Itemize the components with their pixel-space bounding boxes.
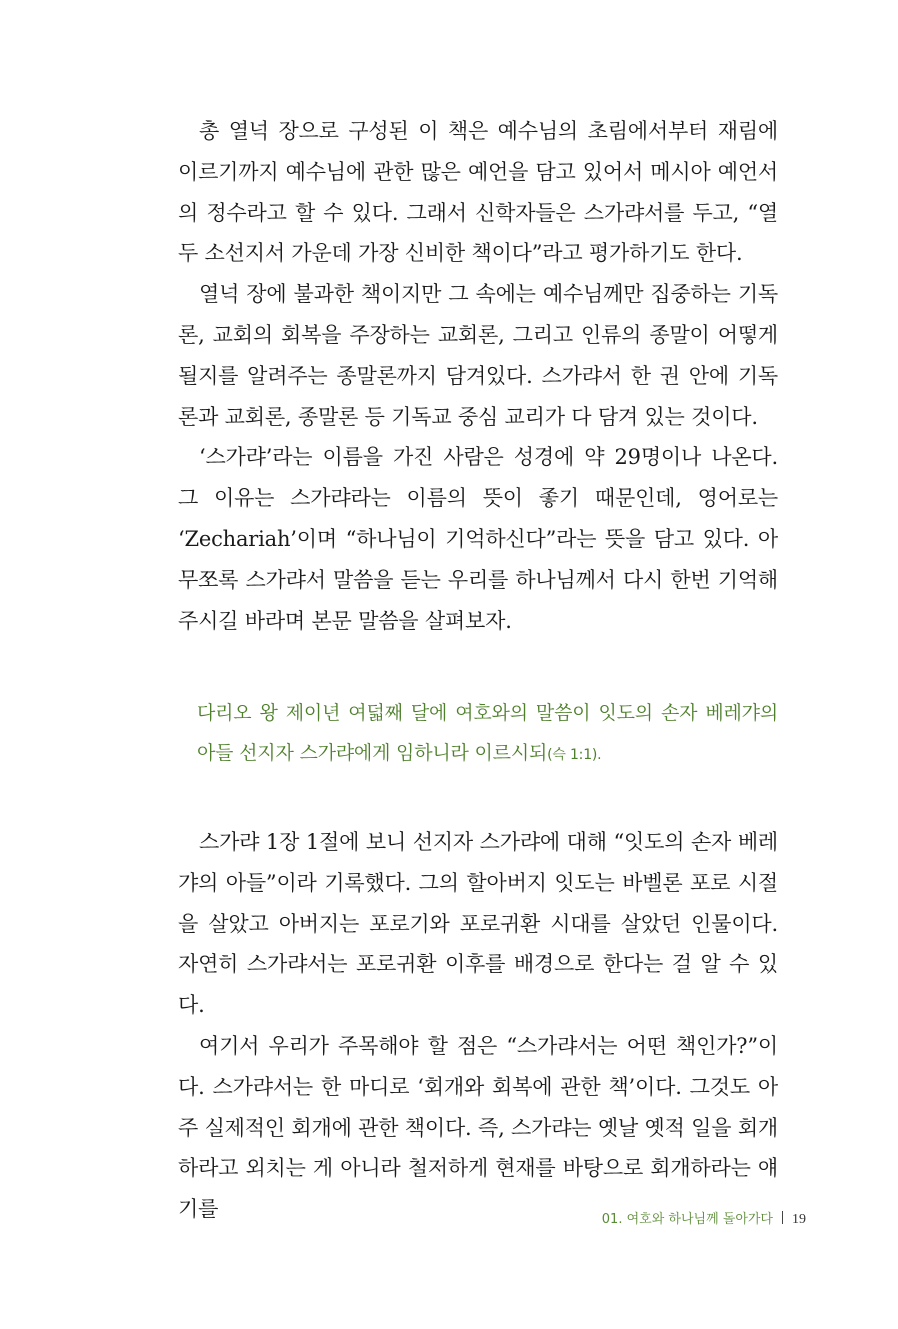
paragraph: ‘스가랴’라는 이름을 가진 사람은 성경에 약 29명이나 나온다. 그 이유는 스가랴라는 이름의 뜻이 좋기 때문인데, 영어로는 ‘Zechariah’이며 “하나님이 기억하신다”라는 뜻을 담고 있다. 아무쪼록 스가랴서 말씀을 듣는 우리를 하나님께서 다시 한번 기억해 주시길 바라며 본문 말씀을 살펴보자.: [178, 445, 778, 633]
paragraph: 총 열넉 장으로 구성된 이 책은 예수님의 초림에서부터 재림에 이르기까지 예수님에 관한 많은 예언을 담고 있어서 메시아 예언서의 정수라고 할 수 있다. 그래서 신학자들은 스가랴서를 두고, “열두 소선지서 가운데 가장 신비한 책이다”라고 평가하기도 한다.: [178, 119, 778, 266]
page-footer: [602, 1209, 806, 1230]
scripture-quote: [197, 693, 778, 775]
running-chapter-title: 01. 여호와 하나님께 돌아가다: [601, 1212, 773, 1227]
paragraph: 스가랴 1장 1절에 보니 선지자 스가랴에 대해 “잇도의 손자 베레갸의 아들”이라 기록했다. 그의 할아버지 잇도는 바벨론 포로 시절을 살았고 아버지는 포로기와 포로귀환 시대를 살았던 인물이다. 자연히 스가랴서는 포로귀환 이후를 배경으로 한다는 걸 알 수 있다.: [178, 830, 778, 1018]
page-number: 19: [792, 1212, 806, 1227]
paragraph: 여기서 우리가 주목해야 할 점은 “스가랴서는 어떤 책인가?”이다. 스가랴서는 한 마디로 ‘회개와 회복에 관한 책’이다. 그것도 아주 실제적인 회개에 관한 책이다. 즉, 스가랴는 옛날 옛적 일을 회개하라고 외치는 게 아니라 철저하게 현재를 바탕으로 회개하라는 얘기를: [178, 1033, 779, 1222]
footer-divider: [782, 1211, 783, 1224]
scripture-quote-text: 다리오 왕 제이년 여덟째 달에 여호와의 말씀이 잇도의 손자 베레갸의 아들 선지자 스가랴에게 임하니라 이르시되: [197, 702, 778, 764]
body-text-top: [178, 111, 778, 641]
scripture-reference: (슥 1:1).: [547, 747, 602, 763]
body-text-bottom: [178, 822, 778, 1230]
paragraph: 열넉 장에 불과한 책이지만 그 속에는 예수님께만 집중하는 기독론, 교회의 회복을 주장하는 교회론, 그리고 인류의 종말이 어떻게 될지를 알려주는 종말론까지 담겨있다. 스가랴서 한 권 안에 기독론과 교회론, 종말론 등 기독교 중심 교리가 다 담겨 있는 것이다.: [178, 282, 778, 429]
